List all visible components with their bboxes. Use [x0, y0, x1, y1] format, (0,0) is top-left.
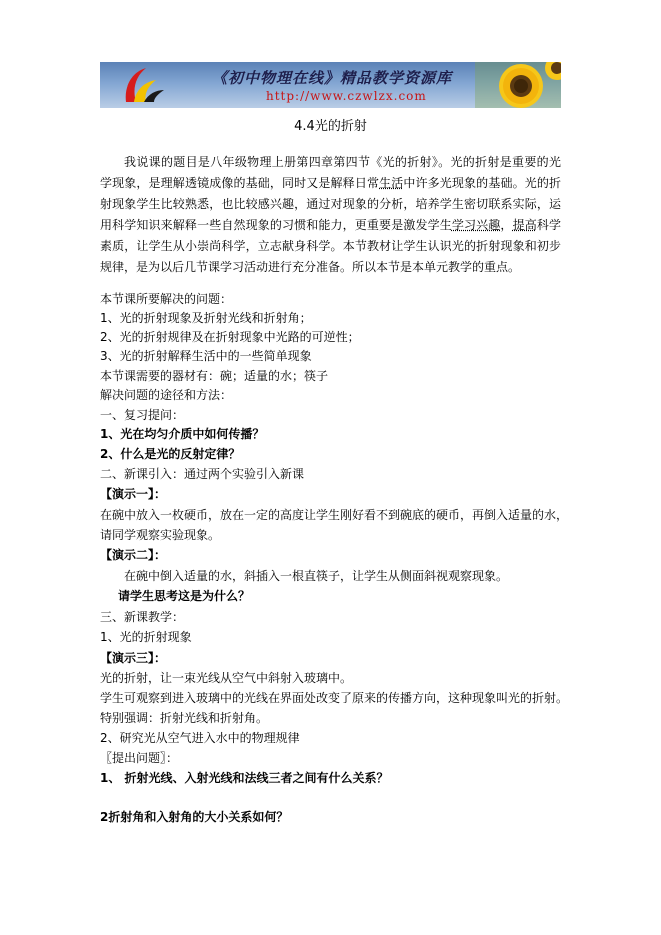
demo-label: 【演示三】：: [100, 651, 167, 665]
text-line: 2、光的折射规律及在折射现象中光路的可逆性；: [100, 330, 360, 344]
text-line: 解决问题的途径和方法：: [100, 388, 233, 402]
text-line: 1、光的折射现象: [100, 630, 192, 644]
text-line: 1、光的折射现象及折射光线和折射角；: [100, 311, 312, 325]
intro-text-2: 中许多光现象的基础。光的折射现象学生比较熟悉，也比较感兴趣，通过对现象的分析，培养学生密切联系实际，运用科学知识来解释一些自然现象的习惯和能力，更重要是激发学生: [100, 176, 561, 232]
text-line: 2、研究光从空气进入水中的物理规律: [100, 731, 300, 745]
section-heading: 一、复习提问：: [100, 408, 185, 422]
text-line: 请学生思考这是为什么？: [118, 589, 251, 603]
intro-text-4: 科学素质，让学生从小崇尚科学，立志献身科学。本节教材让学生认识光的折射现象和初步规律，是为以后几节课学习活动进行充分准备。所以本节是本单元教学的重点。: [100, 218, 561, 274]
text-line: 2、什么是光的反射定律？: [100, 447, 241, 461]
document-title: 4.4光的折射: [294, 119, 367, 134]
text-line: 本节课所要解决的问题：: [100, 292, 233, 306]
text-line: 特别强调：折射光线和折射角。: [100, 711, 269, 725]
text-line: 1、光在均匀介质中如何传播？: [100, 427, 265, 441]
banner-url: http://www.czwlzx.com: [266, 89, 427, 103]
intro-paragraph: [100, 152, 561, 278]
intro-underlined-3: 提高: [512, 218, 537, 232]
question-line: 2折射角和入射角的大小关系如何？: [100, 810, 289, 824]
header-banner: [100, 62, 561, 108]
banner-title: 《初中物理在线》精品教学资源库: [212, 69, 453, 87]
text-line: 本节课需要的器材有：碗；适量的水；筷子: [100, 369, 329, 383]
section-heading: 三、新课教学：: [100, 610, 185, 624]
text-line: 3、光的折射解释生活中的一些简单现象: [100, 349, 312, 363]
sunflower-icon: [475, 62, 561, 108]
text-line: 光的折射，让一束光线从空气中斜射入玻璃中。: [100, 671, 353, 685]
intro-underlined-1: 生活: [379, 176, 404, 190]
text-line: 在碗中放入一枚硬币，放在一定的高度让学生刚好看不到碗底的硬币，再倒入适量的水，: [100, 508, 569, 522]
question-label: 〖提出问题〗：: [100, 751, 179, 765]
intro-text-1: 我说课的题目是八年级物理上册第四章第四节《光的折射》。光的折射是重要的光学现象，是理解透镜成像的基础，同时又是解释日常: [100, 155, 561, 190]
demo-label: 【演示一】：: [100, 487, 167, 501]
intro-underlined-2: 学习兴趣: [451, 218, 501, 232]
site-logo-icon: [118, 66, 168, 106]
text-line: 在碗中倒入适量的水，斜插入一根直筷子，让学生从侧面斜视观察现象。: [124, 569, 509, 583]
intro-text-3: ，: [500, 218, 513, 232]
section-heading: 二、新课引入：通过两个实验引入新课: [100, 467, 305, 481]
question-line: 1、 折射光线、入射光线和法线三者之间有什么关系？: [100, 771, 389, 785]
demo-label: 【演示二】：: [100, 548, 167, 562]
text-line: 请同学观察实验现象。: [100, 528, 221, 542]
text-line: 学生可观察到进入玻璃中的光线在界面处改变了原来的传播方向，这种现象叫光的折射。: [100, 691, 569, 705]
